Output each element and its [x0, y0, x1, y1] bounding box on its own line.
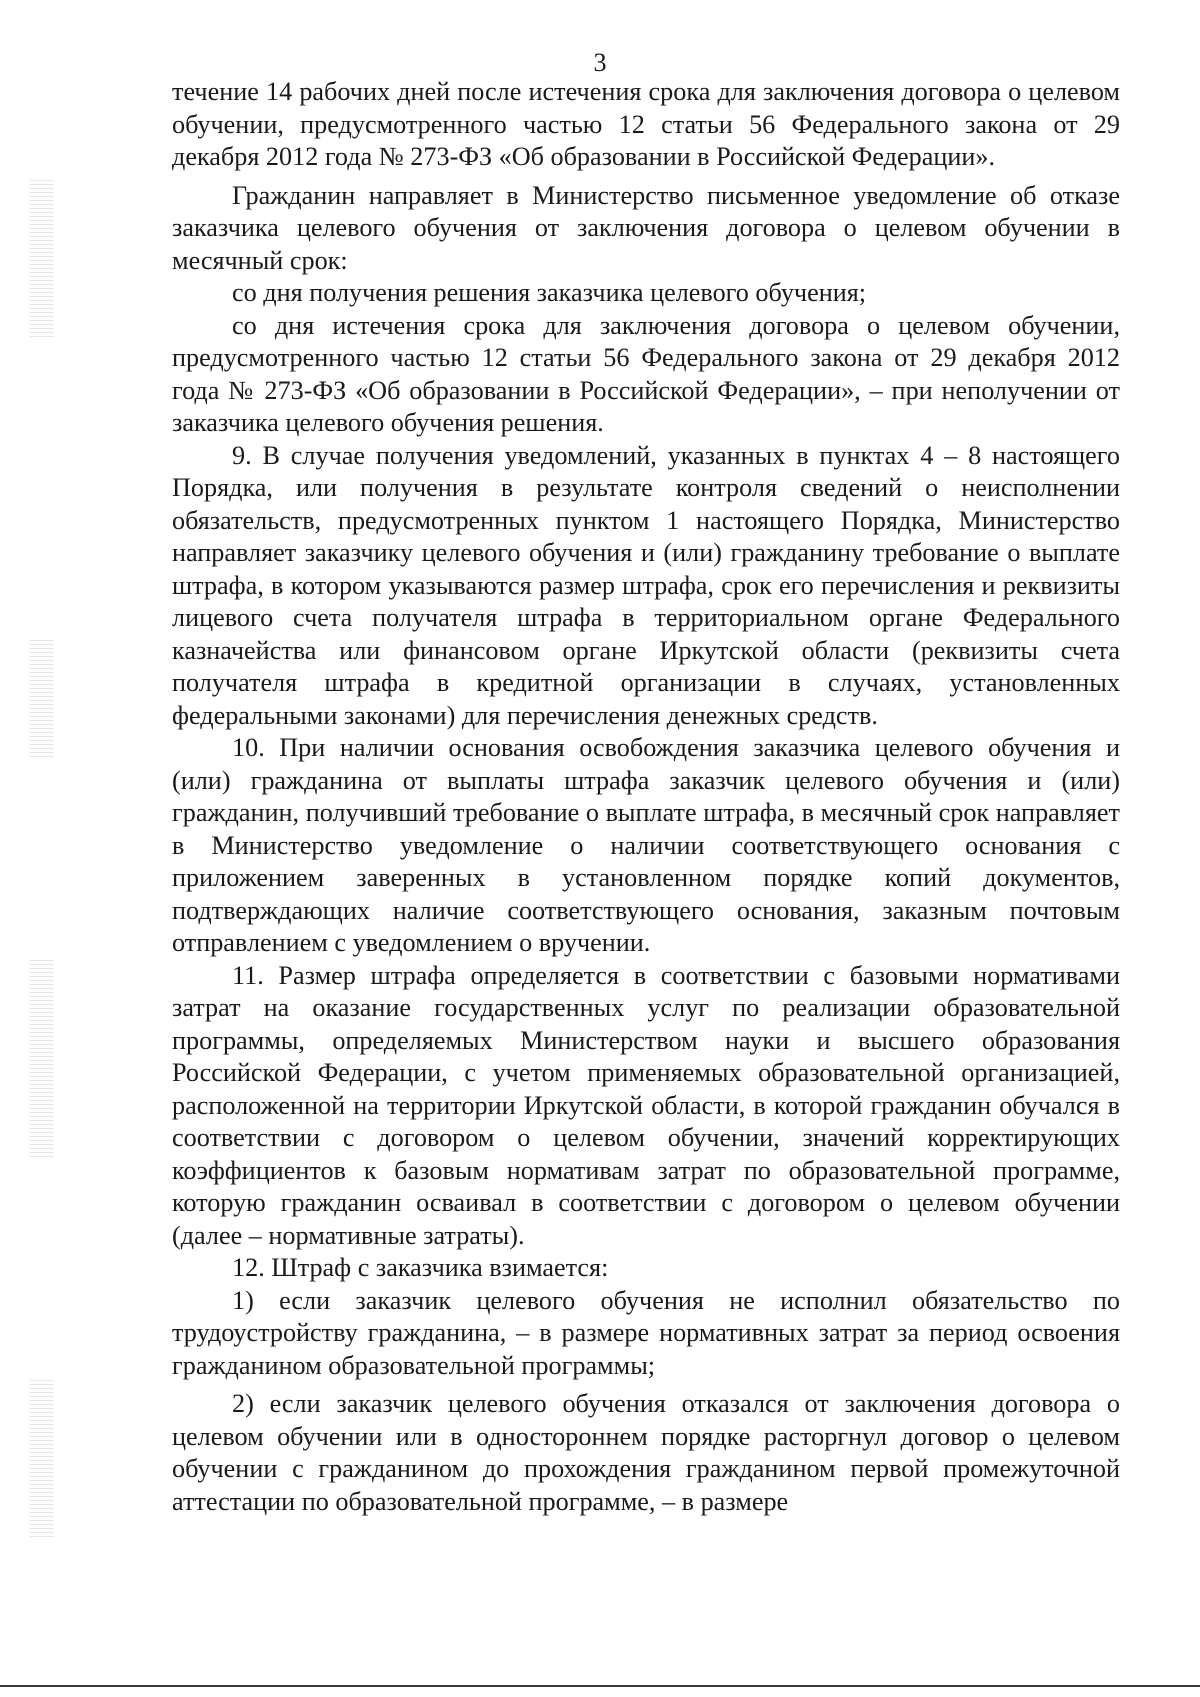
scan-artifact: [30, 1380, 54, 1540]
clause-9: 9. В случае получения уведомлений, указанных в пунктах 4 – 8 настоящего Порядка, или получения в результате контроля сведений о неисполнении обязательств, предусмотренных пунктом 1 настоящего Порядка, Министерство направляет заказчику целевого обучения и (или) гражданину требование о выплате штрафа, в котором указываются размер штрафа, срок его перечисления и реквизиты лицевого счета получателя штрафа в территориальном органе Федерального казначейства или финансовом органе Иркутской области (реквизиты счета получателя штрафа в кредитной организации в случаях, установленных федеральными законами) для перечисления денежных средств.: [172, 440, 1120, 730]
scan-bottom-edge: [0, 1685, 1200, 1687]
list-item: со дня получения решения заказчика целевого обучения;: [232, 278, 867, 307]
scan-artifact: [30, 180, 54, 340]
clause-12-item-1: 1) если заказчик целевого обучения не исполнил обязательство по трудоустройству гражданина, – в размере нормативных затрат за период освоения гражданином образовательной программы;: [172, 1285, 1120, 1380]
paragraph-continuation: течение 14 рабочих дней после истечения срока для заключения договора о целевом обучении, предусмотренного частью 12 статьи 56 Федерального закона от 29 декабря 2012 года № 273-ФЗ «Об образовании в Российской Федерации».: [172, 77, 1120, 171]
paragraph: Гражданин направляет в Министерство письменное уведомление об отказе заказчика целевого обучения от заключения договора о целевом обучении в месячный срок:: [172, 180, 1120, 275]
scan-artifact: [30, 960, 54, 1160]
list-item: со дня истечения срока для заключения договора о целевом обучении, предусмотренного частью 12 статьи 56 Федерального закона от 29 декабря 2012 года № 273-ФЗ «Об образовании в Российской Федерации», – при неполучении от заказчика целевого обучения решения.: [172, 310, 1120, 437]
clause-12: 12. Штраф с заказчика взимается:: [232, 1253, 609, 1282]
page-number: 3: [593, 48, 607, 77]
scan-artifact: [30, 640, 54, 760]
document-body: [172, 76, 1120, 1518]
clause-10: 10. При наличии основания освобождения заказчика целевого обучения и (или) гражданина от выплаты штрафа заказчик целевого обучения и (или) гражданин, получивший требование о выплате штрафа, в месячный срок направляет в Министерство уведомление о наличии соответствующего основания с приложением заверенных в установленном порядке копий документов, подтверждающих наличие соответствующего основания, заказным почтовым отправлением с уведомлением о вручении.: [172, 733, 1120, 957]
clause-11: 11. Размер штрафа определяется в соответствии с базовыми нормативами затрат на оказание государственных услуг по реализации образовательной программы, определяемых Министерством науки и высшего образования Российской Федерации, с учетом применяемых образовательной организацией, расположенной на территории Иркутской области, в которой гражданин обучался в соответствии с договором о целевом обучении, значений корректирующих коэффициентов к базовым нормативам затрат по образовательной программе, которую гражданин осваивал в соответствии с договором о целевом обучении (далее – нормативные затраты).: [172, 960, 1120, 1250]
clause-12-item-2: 2) если заказчик целевого обучения отказался от заключения договора о целевом обучении или в одностороннем порядке расторгнул договор о целевом обучении с гражданином до прохождения гражданином первой промежуточной аттестации по образовательной программе, – в размере: [172, 1389, 1120, 1516]
